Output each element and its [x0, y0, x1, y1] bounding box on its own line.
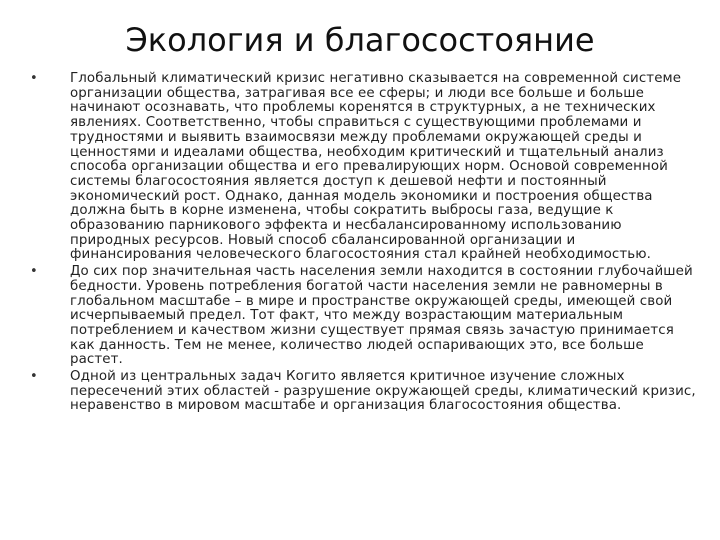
bullet-item: [24, 72, 700, 263]
bullet-text: Глобальный климатический кризис негативно сказывается на современной системе организации общества, затрагивая все ее сферы; и люди все больше и больше начинают осознавать, что проблемы коренятся в структурных, а не технических явлениях. Соответственно, чтобы справиться с существующими проблемами и трудностями и выявить взаимосвязи между проблемами окружающей среды и ценностями и идеалами общества, необходим критический и тщательный анализ способа организации общества и его превалирующих норм. Основой современной системы благосостояния является доступ к дешевой нефти и постоянный экономический рост. Однако, данная модель экономики и построения общества должна быть в корне изменена, чтобы сократить выбросы газа, ведущие к образованию парникового эффекта и несбалансированному использованию природных ресурсов. Новый способ сбалансированной организации и финансирования человеческого благосостояния стал крайней необходимостью.: [70, 71, 682, 263]
bullet-item: [24, 265, 700, 368]
slide-title: Экология и благосостояние: [125, 21, 595, 59]
bullet-text: До сих пор значительная часть населения земли находится в состоянии глубочайшей бедности. Уровень потребления богатой части населения земли не равномерны в глобальном масштабе – в мире и пространстве окружающей среды, имеющей свой исчерпываемый предел. Тот факт, что между возрастающим материальным потреблением и качеством жизни существует прямая связь зачастую принимается как данность. Тем не менее, количество людей оспаривающих это, все больше растет.: [70, 264, 693, 368]
bullet-item: [24, 370, 700, 414]
bullet-dot-icon: •: [30, 71, 38, 86]
bullet-dot-icon: •: [30, 264, 38, 280]
bullet-list: [24, 72, 700, 416]
bullet-text: Одной из центральных задач Когито является критичное изучение сложных пересечений этих областей - разрушение окружающей среды, климатический кризис, неравенство в мировом масштабе и организация благосостояния общества.: [70, 369, 696, 414]
bullet-dot-icon: •: [30, 369, 38, 385]
